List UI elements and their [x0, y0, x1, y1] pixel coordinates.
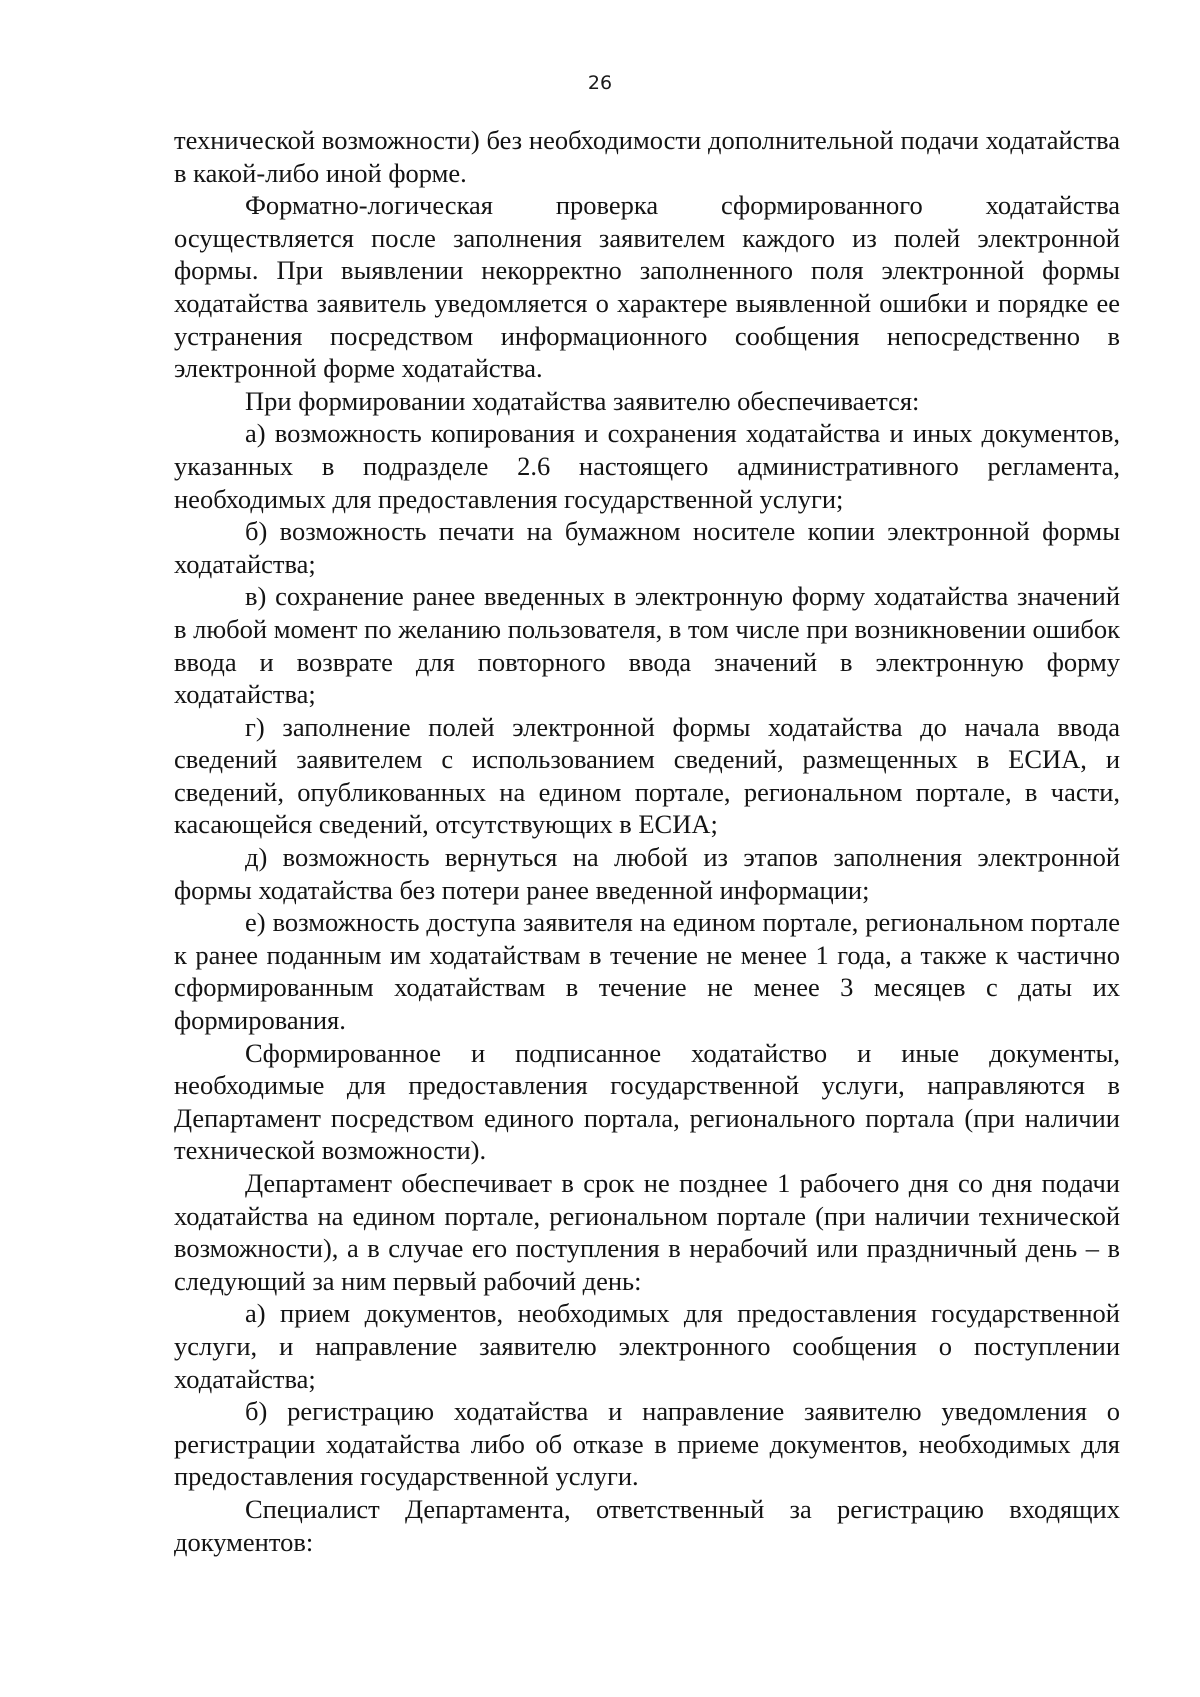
- paragraph: Форматно-логическая проверка сформированного ходатайства осуществляется после заполнения заявителем каждого из полей электронной формы. При выявлении некорректно заполненного поля электронной формы ходатайства заявитель уведомляется о характере выявленной ошибки и порядке ее устранения посредством информационного сообщения непосредственно в электронной форме ходатайства.: [174, 190, 1120, 384]
- list-item: а) возможность копирования и сохранения ходатайства и иных документов, указанных в подразделе 2.6 настоящего административного регламента, необходимых для предоставления государственной услуги;: [174, 418, 1120, 514]
- list-item: в) сохранение ранее введенных в электронную форму ходатайства значений в любой момент по желанию пользователя, в том числе при возникновении ошибок ввода и возврате для повторного ввода значений в электронную форму ходатайства;: [174, 581, 1120, 710]
- document-body: [174, 124, 1120, 1558]
- list-item: а) прием документов, необходимых для предоставления государственной услуги, и направление заявителю электронного сообщения о поступлении ходатайства;: [174, 1298, 1120, 1394]
- paragraph: Департамент обеспечивает в срок не позднее 1 рабочего дня со дня подачи ходатайства на едином портале, региональном портале (при наличии технической возможности), а в случае его поступления в нерабочий или праздничный день – в следующий за ним первый рабочий день:: [174, 1168, 1120, 1296]
- list-item: г) заполнение полей электронной формы ходатайства до начала ввода сведений заявителем с использованием сведений, размещенных в ЕСИА, и сведений, опубликованных на едином портале, региональном портале, в части, касающейся сведений, отсутствующих в ЕСИА;: [174, 711, 1120, 840]
- paragraph: Сформированное и подписанное ходатайство и иные документы, необходимые для предоставления государственной услуги, направляются в Департамент посредством единого портала, регионального портала (при наличии технической возможности).: [174, 1037, 1120, 1166]
- list-item: д) возможность вернуться на любой из этапов заполнения электронной формы ходатайства без потери ранее введенной информации;: [174, 842, 1120, 905]
- list-item: б) возможность печати на бумажном носителе копии электронной формы ходатайства;: [174, 516, 1120, 579]
- paragraph: При формировании ходатайства заявителю обеспечивается:: [245, 385, 920, 416]
- page-number: 26: [587, 72, 613, 94]
- list-item: е) возможность доступа заявителя на едином портале, региональном портале к ранее поданным им ходатайствам в течение не менее 1 года, а также к частично сформированным ходатайствам в течение не менее 3 месяцев с даты их формирования.: [174, 907, 1120, 1036]
- paragraph: технической возможности) без необходимости дополнительной подачи ходатайства в какой-либо иной форме.: [174, 125, 1120, 188]
- paragraph: Специалист Департамента, ответственный за регистрацию входящих документов:: [174, 1493, 1120, 1557]
- list-item: б) регистрацию ходатайства и направление заявителю уведомления о регистрации ходатайства либо об отказе в приеме документов, необходимых для предоставления государственной услуги.: [174, 1396, 1120, 1492]
